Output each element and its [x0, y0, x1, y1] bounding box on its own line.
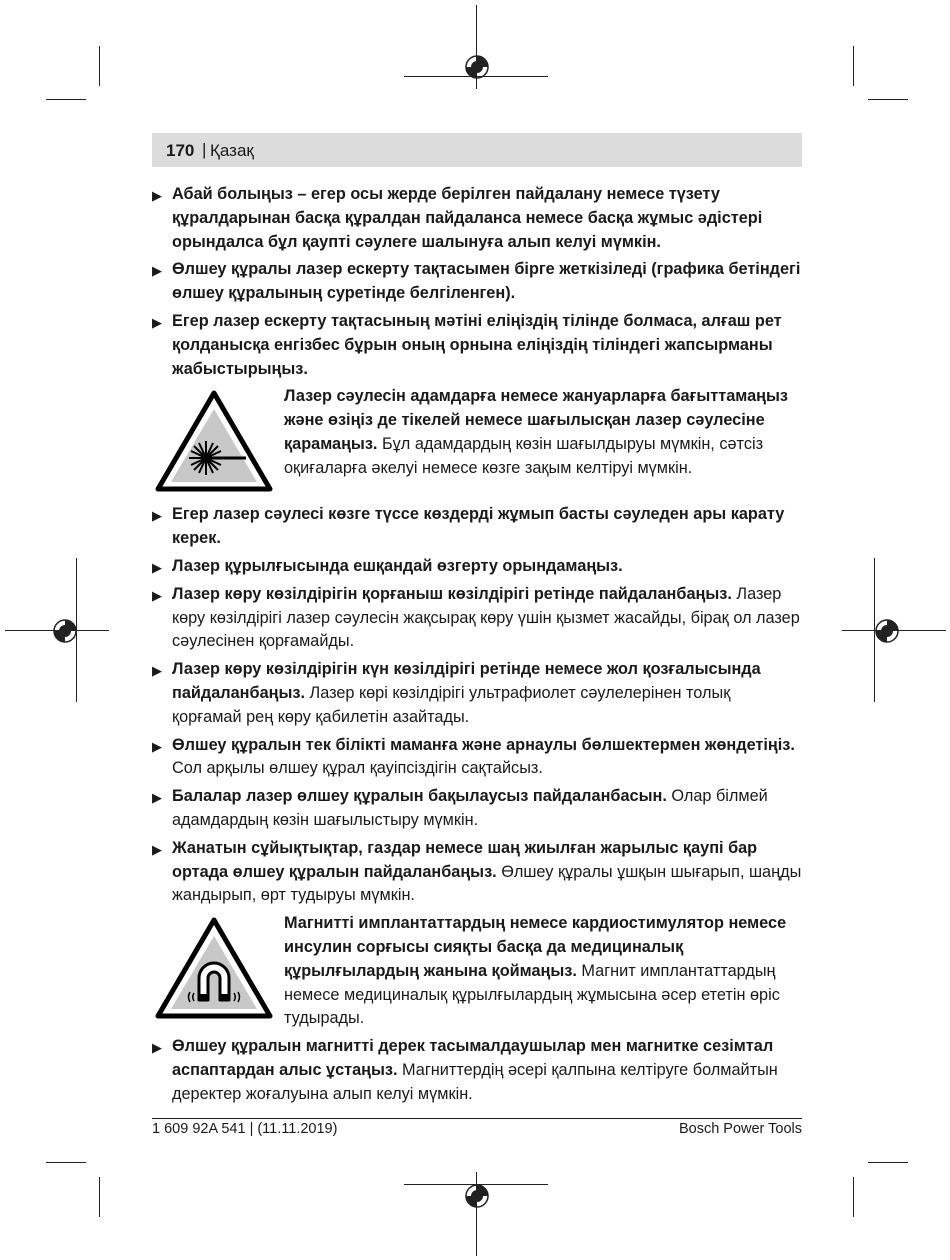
bullet-bold-text: Лазер көру көзілдірігін күн көзілдірігі ретінде немесе жол қозғалысында пайдаланбаңыз. [172, 660, 761, 702]
crop-mark [99, 1177, 100, 1217]
bullet-bold-text: Егер лазер сәулесі көзге түссе көздерді жұмып басты сәуледен ары карату керек. [172, 505, 785, 548]
header-separator: | [202, 140, 207, 159]
bullet-arrow-icon: ▶ [152, 508, 162, 524]
bullet-bold-text: Өлшеу құралы лазер ескерту тақтасымен бірге жеткізіледі (графика бетіндегі өлшеу құралының суретінде белгіленген). [172, 260, 801, 303]
crop-mark [868, 1162, 908, 1163]
bullet-text: Сол арқылы өлшеу құрал қауіпсіздігін сақтайсыз. [172, 759, 543, 778]
bullet-arrow-icon: ▶ [152, 263, 162, 279]
crop-mark [853, 46, 854, 86]
bullet-bold-text: Жанатын сұйықтықтар, газдар немесе шаң жиылған жарылыс қаупі бар ортада өлшеу құралын пайдаланбаңыз. [172, 838, 758, 881]
list-item [152, 583, 802, 654]
bullet-arrow-icon: ▶ [152, 790, 162, 806]
bullet-bold-text: Лазер құрылғысында ешқандай өзгерту орындамаңыз. [172, 556, 623, 575]
registration-mark-icon [874, 618, 900, 644]
footer-rule [152, 1118, 802, 1119]
bullet-text: Лазер көрі көзілдірігі ультрафиолет сәулелерінен толық қорғамай рең көру қабилетін азайтады. [172, 683, 731, 726]
list-item [152, 555, 802, 579]
publisher-name: Bosch Power Tools [678, 1121, 802, 1137]
bullet-arrow-icon: ▶ [152, 841, 162, 857]
bullet-text: Лазер көру көзілдірігі лазер сәулесін жақсырақ көру үшін қызмет жасайды, бірақ ол лазер сәулесінен қорғамайды. [172, 584, 800, 651]
bullet-bold-text: Өлшеу құралын тек білікті маманға және арнаулы бөлшектермен жөндетіңіз. [172, 735, 795, 754]
bullet-arrow-icon: ▶ [152, 188, 162, 203]
registration-mark-icon [52, 618, 78, 644]
bullet-bold-text: Егер лазер ескерту тақтасының мәтіні еліңіздің тілінде болмаса, алғаш рет қолданысқа енгізбес бұрын оның орнына еліңіздің тіліндегі жапсырманы жабыстырыңыз. [172, 311, 782, 378]
bullet-arrow-icon: ▶ [152, 559, 162, 575]
warning-text: Магнит имплантаттардың немесе медициналық құрылғылардың жұмысына әсер ететін өріс тудырады. [284, 961, 780, 1028]
page-header [152, 133, 802, 167]
bullet-bold-text: Балалар лазер өлшеу құралын бақылаусыз пайдаланбасын. [172, 787, 667, 806]
crop-mark [46, 99, 86, 100]
list-item [152, 1035, 802, 1106]
list-item [152, 658, 802, 729]
section-language: Қазақ [210, 141, 254, 160]
list-item [152, 183, 802, 254]
warning-text: Бұл адамдардың көзін шағылдыруы мүмкін, сәтсіз оқиғаларға әкелуі немесе көзге зақым келтіруі мүмкін. [284, 434, 764, 477]
registration-mark-icon [464, 1183, 490, 1209]
bullet-bold-text: Өлшеу құралын магнитті дерек тасымалдаушылар мен магнитке сезімтал аспаптардан алыс ұстаңыз. [172, 1037, 774, 1079]
list-item [152, 310, 802, 381]
crop-mark [868, 99, 908, 100]
laser-warning-block [152, 385, 802, 481]
bullet-arrow-icon: ▶ [152, 738, 162, 754]
list-item [152, 258, 802, 306]
bullet-bold-text: Лазер көру көзілдірігін қорғаныш көзілдірігі ретінде пайдаланбаңыз. [172, 584, 732, 603]
laser-warning-icon [154, 389, 274, 493]
bullet-arrow-icon: ▶ [152, 314, 162, 330]
registration-mark-icon [464, 54, 490, 80]
document-number: 1 609 92A 541 | (11.11.2019) [152, 1121, 338, 1137]
list-item [152, 837, 802, 908]
bullet-arrow-icon: ▶ [152, 587, 162, 603]
list-item [152, 503, 802, 551]
crop-mark [46, 1162, 86, 1163]
warning-bold-text: Магнитті имплантаттардың немесе кардиостимулятор немесе инсулин сорғысы сияқты басқа да медициналық құрылғылардың жанына қоймаңыз. [284, 914, 787, 980]
bullet-bold-text: Абай болыңыз – егер осы жерде берілген пайдалану немесе түзету құралдарынан басқа құралдан пайдаланса немесе басқа жұмыс әдістері орындалса бұл қаупті сәулеге шалынуға алып келуі мүмкін. [172, 185, 763, 251]
bullet-text: Өлшеу құралы ұшқын шығарып, шаңды жандырып, өрт тудыруы мүмкін. [172, 862, 802, 905]
crop-mark [99, 46, 100, 86]
warning-bold-text: Лазер сәулесін адамдарға немесе жануарларға бағыттамаңыз және өзіңіз де тікелей немесе шағылысқан лазер сәулесіне қарамаңыз. [284, 387, 788, 453]
bullet-text: Магниттердің әсері қалпына келтіруге болмайтын деректер жоғалуына алып келуі мүмкін. [172, 1060, 778, 1103]
crop-mark [853, 1177, 854, 1217]
list-item [152, 785, 802, 833]
magnet-warning-icon [154, 916, 274, 1020]
document-body [152, 183, 802, 1111]
bullet-text: Олар білмей адамдардың көзін шағылыстыру мүмкін. [172, 787, 768, 829]
list-item [152, 734, 802, 782]
magnet-warning-block [152, 912, 802, 1031]
page-number: 170 [166, 141, 195, 160]
bullet-arrow-icon: ▶ [152, 663, 162, 679]
bullet-arrow-icon: ▶ [152, 1040, 162, 1056]
